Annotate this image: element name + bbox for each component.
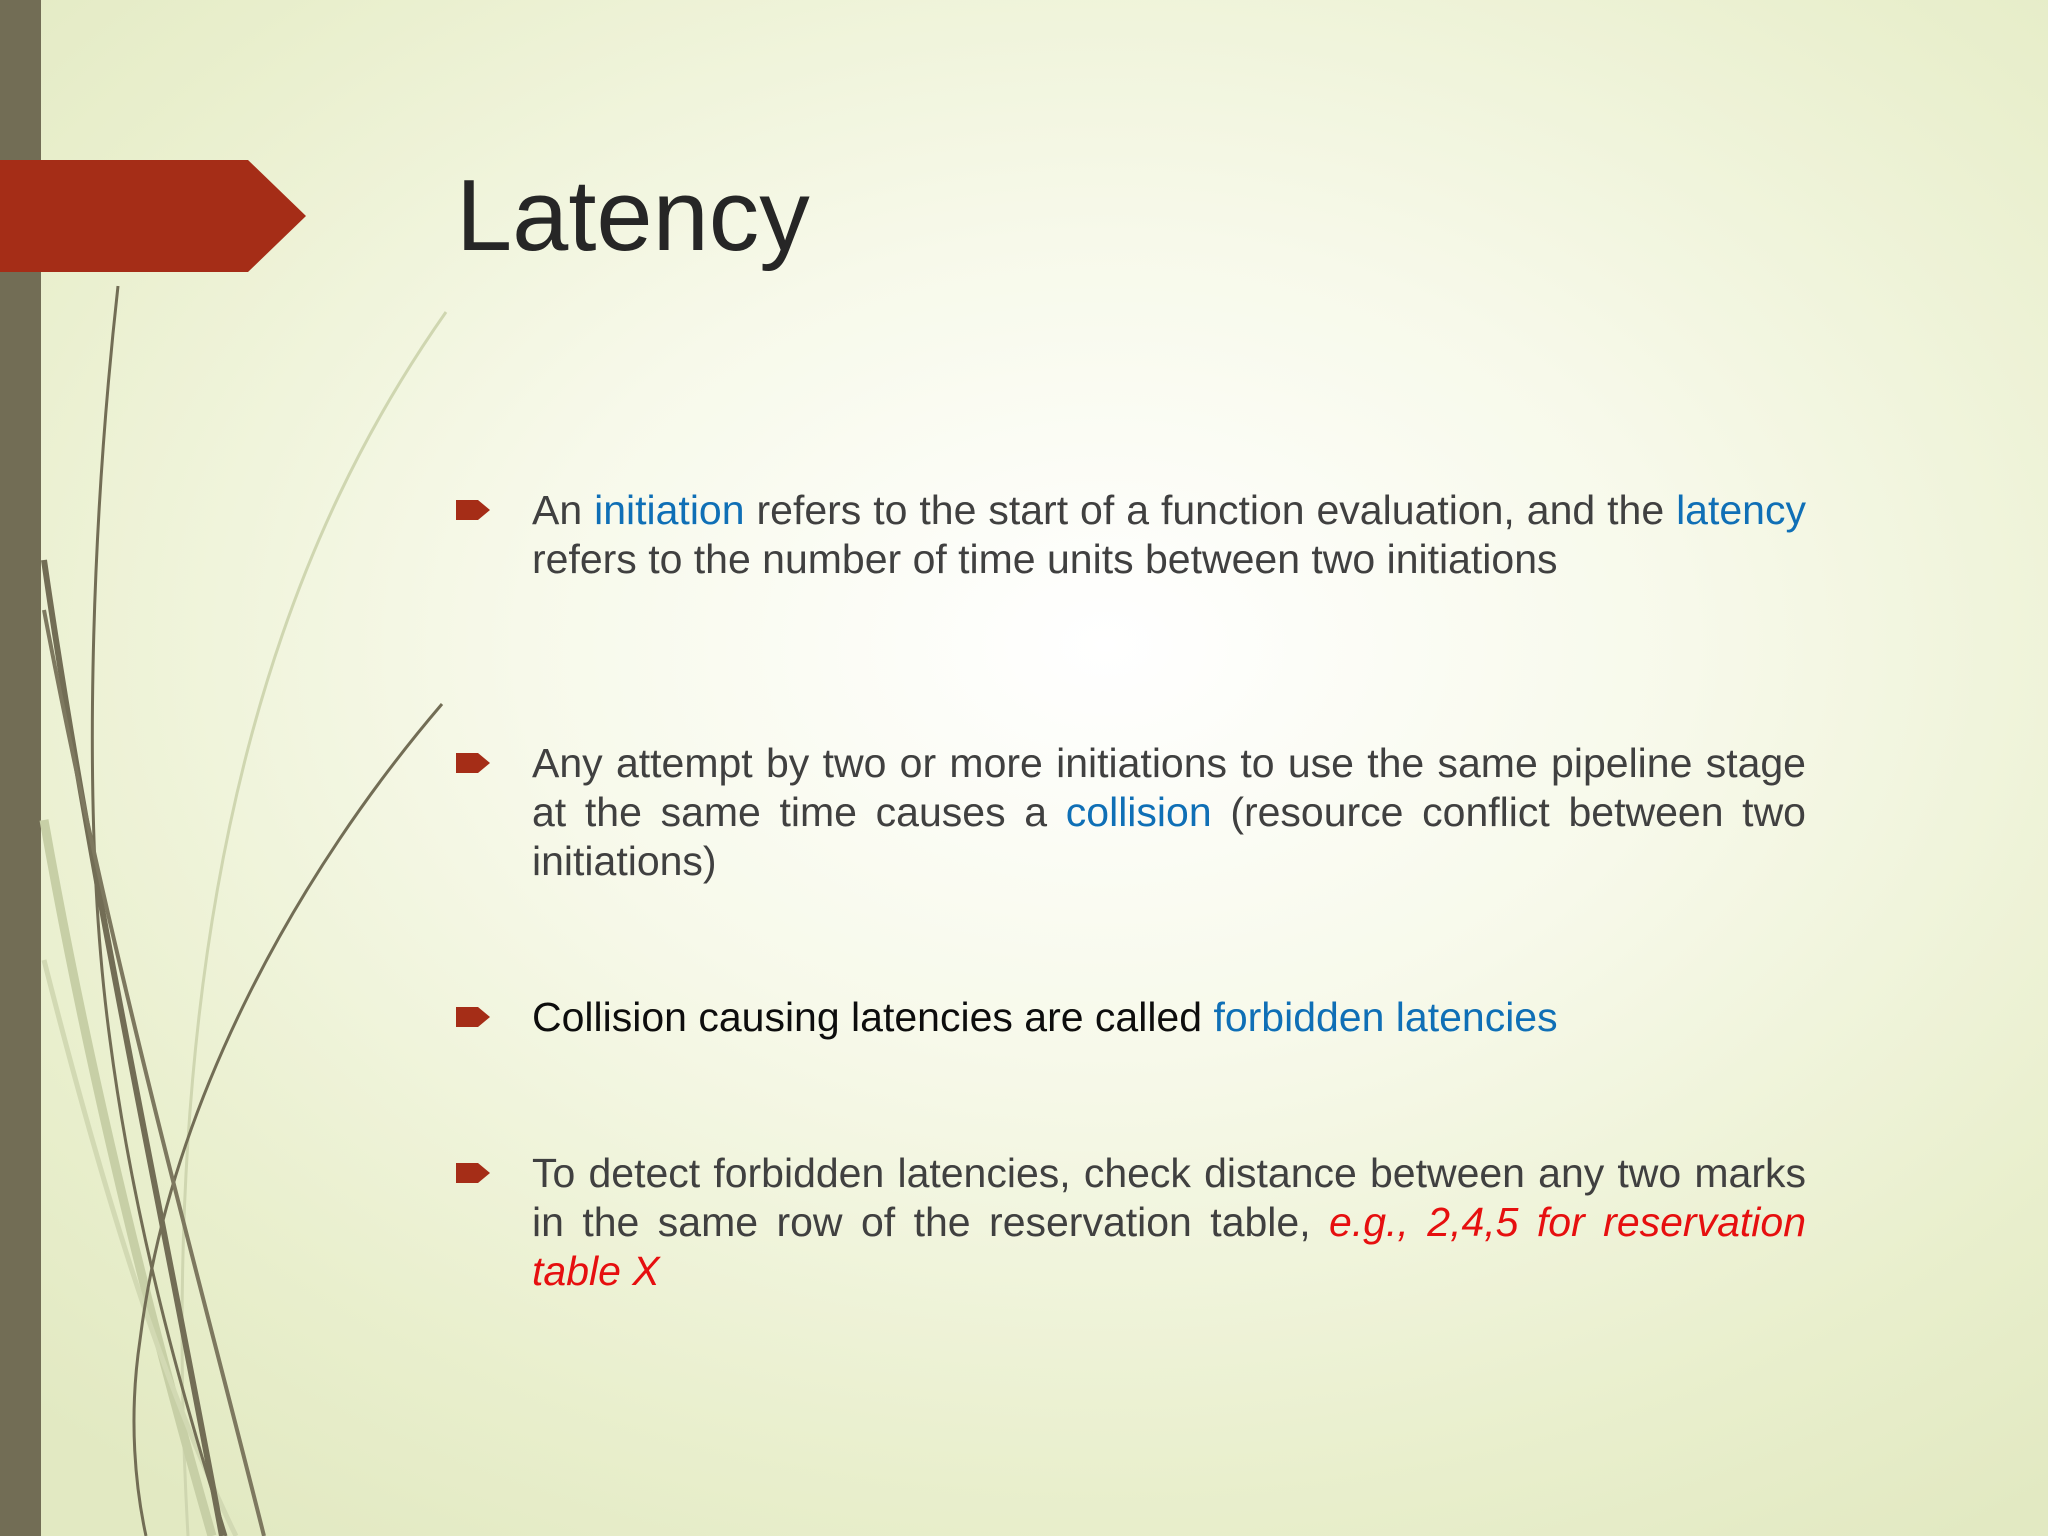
slide-title: Latency: [456, 160, 810, 272]
bullet-item-initiation: [532, 486, 1806, 584]
bullet-item-detect-forbidden: [532, 1149, 1806, 1296]
bullet-item-collision: [532, 739, 1806, 886]
bullet-text: An: [532, 487, 595, 533]
arrow-bullet-icon: [456, 1161, 492, 1185]
term-collision: collision: [1065, 789, 1212, 835]
example-reservation-table: e.g., 2,4,5 for reservation table X: [532, 1199, 1806, 1294]
term-initiation: initiation: [594, 487, 745, 533]
term-forbidden-latencies: forbidden latencies: [1213, 994, 1558, 1040]
arrow-bullet-icon: [456, 1005, 492, 1029]
bullet-text: refers to the start of a function evaluation, and the: [744, 487, 1677, 533]
bullet-text: Any attempt by two or more initiations to use the same pipeline stage at the same time causes a: [532, 740, 1806, 835]
arrow-bullet-icon: [456, 751, 492, 775]
grass-line-pale-1: [182, 312, 446, 1536]
arrow-bullet-icon: [456, 498, 492, 522]
bullet-text: (resource conflict between two initiations): [532, 789, 1806, 884]
grass-line-dark-4: [44, 610, 264, 1536]
bullet-text: refers to the number of time units between two initiations: [532, 536, 1558, 582]
title-accent-tab: [0, 160, 306, 272]
bullet-text: To detect forbidden latencies, check distance between any two marks in the same row of the reservation table,: [532, 1150, 1806, 1245]
bullet-text: Collision causing latencies are called: [532, 994, 1214, 1040]
term-latency: latency: [1676, 487, 1806, 533]
bullet-item-forbidden-latencies: [532, 993, 1806, 1042]
